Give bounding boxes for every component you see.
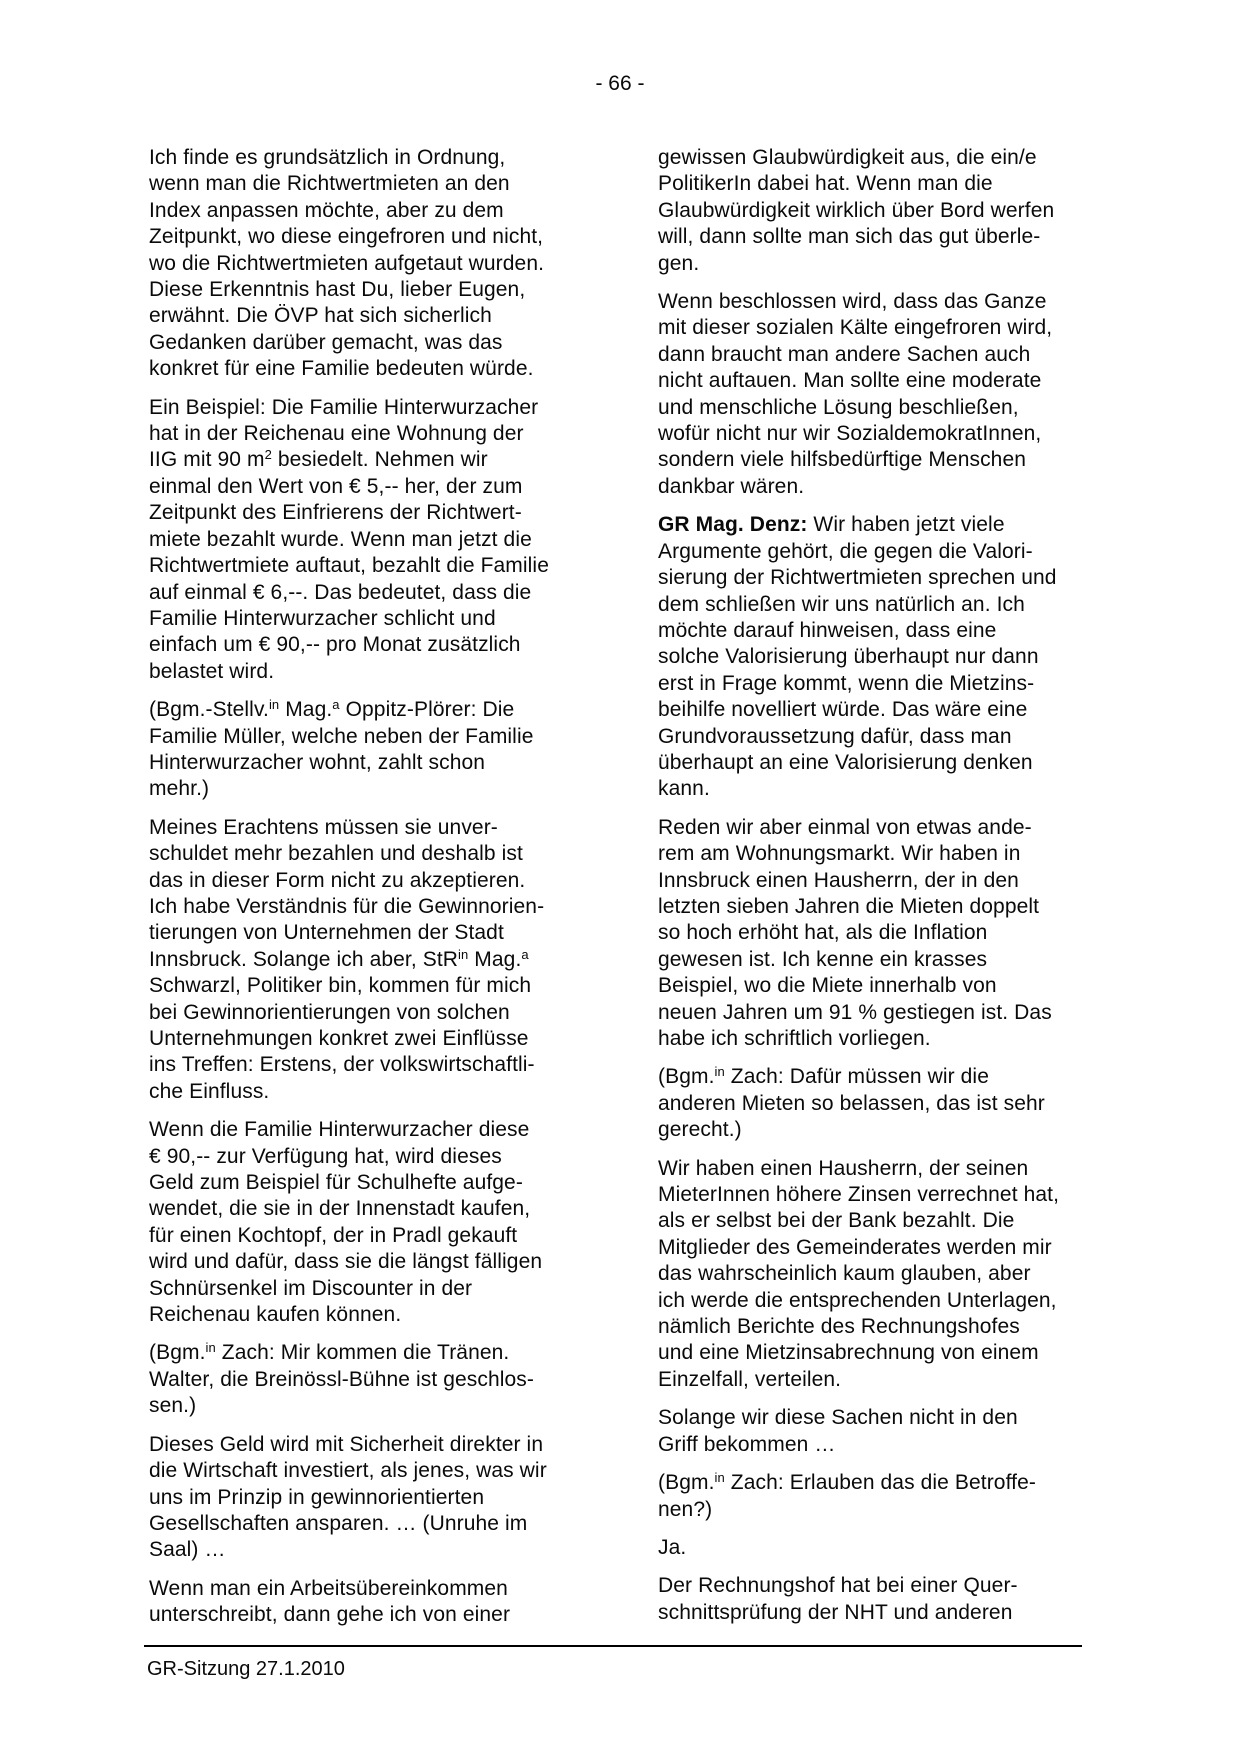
text-line: gen. [658,251,700,275]
text-line: tierungen von Unternehmen der Stadt [149,921,504,945]
text-line: Glaubwürdigkeit wirklich über Bord werfen [658,198,1055,222]
text-line: sierung der Richtwertmieten sprechen und [658,566,1057,590]
text-line: Wir haben einen Hausherrn, der seinen [658,1156,1029,1180]
text-line: anderen Mieten so belassen, das ist sehr [658,1091,1045,1115]
text-line: erst in Frage kommt, wenn die Mietzins- [658,671,1035,695]
text-line: erwähnt. Die ÖVP hat sich sicherlich [149,304,492,328]
text-line: dankbar wären. [658,474,805,498]
text-line: gewesen ist. Ich kenne ein krasses [658,947,988,971]
text-line: IIG mit 90 $m^2$ besiedelt. Nehmen wir [149,447,488,472]
text-line: als er selbst bei der Bank bezahlt. Die [658,1209,1015,1233]
page-number: - 66 - [595,72,645,95]
text-line: Richtwertmiete auftaut, bezahlt die Familie [149,554,549,578]
text-line: Wenn beschlossen wird, dass das Ganze [658,290,1047,314]
text-line: letzten sieben Jahren die Mieten doppelt [658,894,1040,918]
text-line: nämlich Berichte des Rechnungshofes [658,1315,1020,1339]
paragraph [658,815,1098,1053]
text-line: Wenn man ein Arbeitsübereinkommen [149,1576,508,1600]
text-line: dem schließen wir uns natürlich an. Ich [658,592,1025,616]
text-line: ich werde die entsprechenden Unterlagen, [658,1288,1057,1312]
text-line: Ich habe Verständnis für die Gewinnorien- [149,894,545,918]
text-line: ins Treffen: Erstens, der volkswirtschaftli- [149,1053,535,1077]
text-line: hat in der Reichenau eine Wohnung der [149,422,524,446]
text-line: das in dieser Form nicht zu akzeptieren. [149,868,526,892]
text-line: miete bezahlt wurde. Wenn man jetzt die [149,527,532,551]
text-line: Gesellschaften ansparen. … (Unruhe im [149,1511,528,1535]
text-line: Meines Erachtens müssen sie unver- [149,815,498,839]
text-line: wenn man die Richtwertmieten an den [149,172,510,196]
paragraph [149,815,589,1105]
text-line: und menschliche Lösung beschließen, [658,395,1019,419]
text-line: unterschreibt, dann gehe ich von einer [149,1603,511,1627]
left-column [149,145,589,1641]
text-line: bei Gewinnorientierungen von solchen [149,1000,510,1024]
text-line: Familie Hinterwurzacher schlicht und [149,606,496,630]
text-line: nen?) [658,1497,713,1521]
text-line: uns im Prinzip in gewinnorientierten [149,1485,485,1509]
text-line: einfach um € 90,-- pro Monat zusätzlich [149,633,521,657]
text-line: mit dieser sozialen Kälte eingefroren wird, [658,316,1053,340]
text-line: Diese Erkenntnis hast Du, lieber Eugen, [149,278,526,302]
text-line: Dieses Geld wird mit Sicherheit direkter in [149,1432,544,1456]
paragraph [149,1576,589,1629]
text-line: neuen Jahren um 91 % gestiegen ist. Das [658,1000,1052,1024]
text-line: auf einmal € 6,--. Das bedeutet, dass die [149,580,532,604]
paragraph [149,1340,589,1419]
text-line: Reden wir aber einmal von etwas ande- [658,815,1032,839]
text-line: Grundvoraussetzung dafür, dass man [658,724,1012,748]
paragraph [149,395,589,685]
text-line: wird und dafür, dass sie die längst fälligen [149,1250,543,1274]
text-line: Zeitpunkt, wo diese eingefroren und nicht, [149,225,544,249]
footer-text: GR-Sitzung 27.1.2010 [147,1658,345,1680]
text-line: Argumente gehört, die gegen die Valori- [658,539,1033,563]
text-line: wendet, die sie in der Innenstadt kaufen, [149,1197,531,1221]
text-line: mehr.) [149,777,210,801]
text-line: möchte darauf hinweisen, dass eine [658,618,997,642]
text-line: die Wirtschaft investiert, als jenes, was wir [149,1459,547,1483]
text-line: Hinterwurzacher wohnt, zahlt schon [149,750,486,774]
paragraph [658,145,1098,277]
text-line: Index anpassen möchte, aber zu dem [149,198,504,222]
paragraph [658,1535,1098,1561]
text-line: Geld zum Beispiel für Schulhefte aufge- [149,1171,523,1195]
text-line: Ein Beispiel: Die Familie Hinterwurzacher [149,395,539,419]
text-line: Unternehmungen konkret zwei Einflüsse [149,1027,529,1050]
text-line: Wenn die Familie Hinterwurzacher diese [149,1118,530,1142]
paragraph [658,289,1098,500]
text-line: sondern viele hilfsbedürftige Menschen [658,448,1027,472]
right-column [658,145,1098,1638]
paragraph [658,512,1098,802]
text-line: GR Mag. Denz: Wir haben jetzt viele [658,513,1005,537]
footer-rule [144,1645,1082,1647]
text-line: einmal den Wert von € 5,-- her, der zum [149,474,523,498]
text-line: rem am Wohnungsmarkt. Wir haben in [658,842,1021,866]
text-line: konkret für eine Familie bedeuten würde. [149,357,534,381]
text-line: überhaupt an eine Valorisierung denken [658,750,1033,774]
paragraph [658,1573,1098,1626]
text-line: Reichenau kaufen können. [149,1303,402,1327]
text-line: beihilfe novelliert würde. Das wäre eine [658,698,1028,722]
text-line: dann braucht man andere Sachen auch [658,342,1031,366]
text-line: will, dann sollte man sich das gut überle- [658,225,1041,249]
text-line: wofür nicht nur wir SozialdemokratInnen, [658,422,1042,446]
text-line: nicht auftauen. Man sollte eine moderate [658,369,1042,393]
text-line: Der Rechnungshof hat bei einer Quer- [658,1574,1018,1598]
text-line: Walter, die Breinössl-Bühne ist geschlos- [149,1367,534,1391]
text-line: Innsbruck einen Hausherrn, der in den [658,868,1019,892]
text-line: € 90,-- zur Verfügung hat, wird dieses [149,1144,502,1168]
text-line: Ich finde es grundsätzlich in Ordnung, [149,146,506,169]
paragraph [149,1117,589,1328]
text-line: für einen Kochtopf, der in Pradl gekauft [149,1223,518,1247]
text-line: und eine Mietzinsabrechnung von einem [658,1341,1039,1365]
text-line: (Bgm.$^{in}$ Zach: Dafür müssen wir die [658,1064,989,1089]
text-line: Solange wir diese Sachen nicht in den [658,1406,1018,1430]
text-line: (Bgm.-Stellv.$^{in}$ Mag.$^a$ Oppitz-Plörer: Die [149,697,515,722]
text-line: Beispiel, wo die Miete innerhalb von [658,974,997,998]
text-line: Innsbruck. Solange ich aber, StR$^{in}$ Mag.$^a$ [149,946,529,971]
paragraph [658,1470,1098,1523]
paragraph [658,1064,1098,1143]
text-line: Mitglieder des Gemeinderates werden mir [658,1235,1052,1259]
text-line: das wahrscheinlich kaum glauben, aber [658,1262,1031,1286]
paragraph [149,697,589,803]
text-line: belastet wird. [149,659,275,683]
text-line: habe ich schriftlich vorliegen. [658,1027,931,1050]
text-line: gerecht.) [658,1118,742,1142]
text-line: wo die Richtwertmieten aufgetaut wurden. [149,251,545,275]
text-line: sen.) [149,1394,197,1418]
text-line: Ja. [658,1535,687,1559]
text-line: Familie Müller, welche neben der Familie [149,724,534,748]
paragraph [658,1405,1098,1458]
paragraph [149,145,589,383]
text-line: Saal) … [149,1538,226,1562]
text-line: (Bgm.$^{in}$ Zach: Mir kommen die Tränen. [149,1340,510,1365]
text-line: Zeitpunkt des Einfrierens der Richtwert- [149,501,522,525]
text-line: Griff bekommen … [658,1432,836,1456]
text-line: Schnürsenkel im Discounter in der [149,1276,473,1300]
text-line: so hoch erhöht hat, als die Inflation [658,921,988,945]
text-line: (Bgm.$^{in}$ Zach: Erlauben das die Betroffe- [658,1470,1036,1495]
text-line: gewissen Glaubwürdigkeit aus, die ein/e [658,146,1037,169]
text-line: MieterInnen höhere Zinsen verrechnet hat, [658,1183,1059,1207]
text-line: schuldet mehr bezahlen und deshalb ist [149,842,523,866]
text-line: kann. [658,777,710,801]
paragraph [149,1432,589,1564]
paragraph [658,1156,1098,1394]
text-line: Einzelfall, verteilen. [658,1367,842,1391]
text-line: solche Valorisierung überhaupt nur dann [658,645,1039,669]
text-line: schnittsprüfung der NHT und anderen [658,1600,1013,1624]
text-line: Gedanken darüber gemacht, was das [149,330,503,354]
text-line: che Einfluss. [149,1079,270,1103]
text-line: PolitikerIn dabei hat. Wenn man die [658,172,993,196]
text-line: Schwarzl, Politiker bin, kommen für mich [149,974,532,998]
